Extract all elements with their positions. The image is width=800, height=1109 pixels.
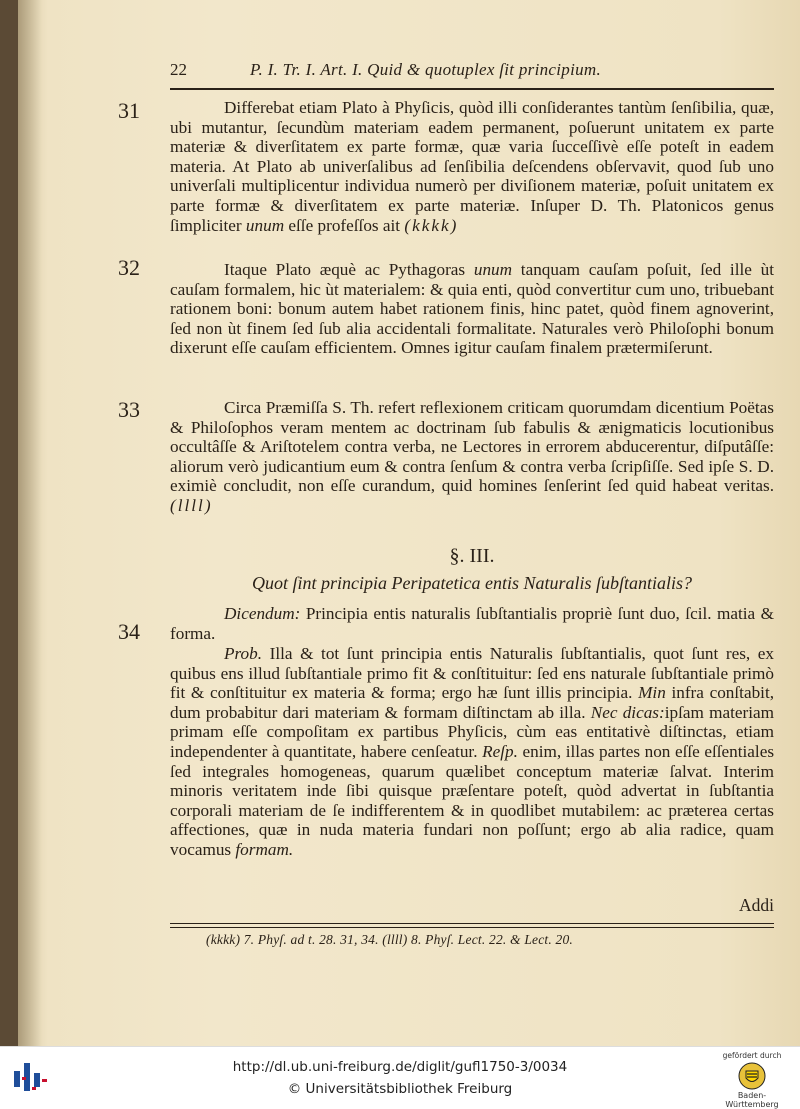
margin-number-31: 31	[118, 98, 140, 123]
nec-dicas-label: Nec dicas:	[590, 702, 665, 722]
viewer-footer	[0, 1046, 800, 1109]
paragraph-31-end: eſſe profeſſos ait	[288, 215, 401, 235]
footnote-rule-bottom	[170, 927, 774, 928]
footnote-rule-top	[170, 923, 774, 924]
baden-wuerttemberg-seal-icon	[738, 1062, 766, 1090]
paragraph-32-start: Itaque Plato æquè ac Pythagoras	[224, 260, 466, 279]
paragraph-32	[170, 260, 774, 358]
formam-word: formam.	[235, 839, 294, 859]
page-number: 22	[170, 60, 187, 79]
permalink-url[interactable]: http://dl.ub.uni-freiburg.de/diglit/gufl1750-3/0034	[232, 1059, 568, 1075]
paragraph-32-text: tanquam cauſam poſuit, ſed ille ùt cauſam formalem, hic ùt materialem: & quia enti, quòd convertitur cum uno, tribuebant rationem boni: bonum autem habet rationem finis, hinc patet, quòd finem agnoverint, ſed non ùt finem ſed ſub alia accidentali formalitate. Naturales verò Philoſophi bonum dixerunt eſſe cauſam efficientem. Omnes igitur cauſam finalem prætermiſerunt.	[170, 260, 774, 358]
prob-text: Illa & tot ſunt principia entis Naturalis ſubſtantialis, quot ſunt res, ex quibus ens illud ſubſtantiale primo fit & conſtituitur: ſed ens naturale ſubſtantiale primò fit & conſtituitur ex materia & forma; ergo hæ ſunt illis principia.	[170, 644, 774, 703]
running-head	[170, 60, 774, 84]
paragraph-31-text: Differebat etiam Plato à Phyſicis, quòd illi conſiderantes tantùm ſenſibilia, quæ, ubi mutantur, ſecundùm materiam eadem permanent, poſuerunt unitatem ex parte materiæ & diverſitatem ex parte formæ, quæ varia ſucceſſivè eſſe poteſt in eadem materia. At Plato ab univerſalibus ad ſenſibilia deſcendens obſervavit, quod ſub uno univerſali multiplicentur individua numerò per diviſionem materiæ, poſuit unitatem ex parte formæ & diverſitatem ex parte materiæ. Inſuper D. Th. Platonicos genus ſimpliciter	[170, 98, 774, 235]
footnote-ref-kkkk: (kkkk)	[404, 215, 459, 235]
paragraph-34	[170, 604, 774, 643]
paragraph-32-unum: unum	[473, 260, 513, 279]
copyright-notice: © Universitätsbibliothek Freiburg	[287, 1081, 513, 1097]
sponsor-name: Baden-Württemberg	[725, 1091, 779, 1109]
paragraph-33	[170, 398, 774, 516]
catchword: Addi	[739, 895, 774, 915]
margin-number-32: 32	[118, 255, 140, 280]
margin-number-34: 34	[118, 619, 140, 644]
section-subtitle: Quot ſint principia Peripatetica entis Naturalis ſubſtantialis?	[252, 573, 692, 593]
min-label: Min	[638, 683, 666, 703]
dicendum-text: Principia entis naturalis ſubſtantialis propriè ſunt duo, ſcil. matia & forma.	[170, 604, 774, 643]
footnote-ref-llll: (llll)	[170, 495, 213, 515]
margin-number-33: 33	[118, 397, 140, 422]
paragraph-31-unum: unum	[245, 215, 285, 235]
running-head-rule	[170, 88, 774, 90]
paragraph-33-text: Circa Præmiſſa S. Th. refert reflexionem criticam quorumdam dicentium Poëtas & Philoſophos veram mentem ac doctrinam ſub fabulis & ænigmaticis locutionibus occultâſſe & Ariſtotelem contra verba, ne Lectores in errorem abducerentur, diſputâſſe: aliorum verò judicantium eum & contra ſenſum & contra verba ſcripſiſſe. Sed ipſe S. D. eximiè concludit, non eſſe curandum, quid homines ſenſerint ſed quid habeat veritas.	[170, 398, 774, 496]
running-head-title: P. I. Tr. I. Art. I. Quid & quotuplex ſit principium.	[250, 60, 602, 79]
dicendum-label: Dicendum:	[224, 604, 301, 623]
resp-text: enim, illas partes non eſſe eſſentiales ſed integrales homogeneas, quarum quælibet conceptum materiæ ſalvat. Interim minoris veritatem inde ſibi quisque præſentare poteſt, quòd advertat in ſubſtantia corporali materiam de ſe indifferentem & in quodlibet mutabilem: ac præterea certas affectiones, quæ in nuda materia fundari non poſſunt; ergo ab alia radice, quam vocamus	[170, 741, 775, 859]
min-text: infra conſtabit, dum probabitur dari materiam & formam diſtinctam ab illa.	[170, 683, 775, 722]
sponsor-label: gefördert durch	[722, 1051, 782, 1060]
paragraph-34-proof	[170, 644, 774, 860]
nec-dicas-text: ipſam materiam primam eſſe compoſitam ex partibus Phyſicis, cùm eas entitativè diſtinctas, etiam independenter à quantitate, habere cenſeatur.	[170, 702, 774, 761]
page-fold-shadow	[18, 0, 42, 1046]
prob-label: Prob.	[224, 644, 263, 663]
sponsor-block	[712, 1051, 792, 1109]
footnote: (kkkk) 7. Phyſ. ad t. 28. 31, 34. (llll) 8. Phyſ. Lect. 22. & Lect. 20.	[206, 932, 573, 947]
resp-label: Reſp.	[482, 741, 518, 761]
section-title: §. III.	[449, 545, 495, 567]
paragraph-31	[170, 98, 774, 235]
